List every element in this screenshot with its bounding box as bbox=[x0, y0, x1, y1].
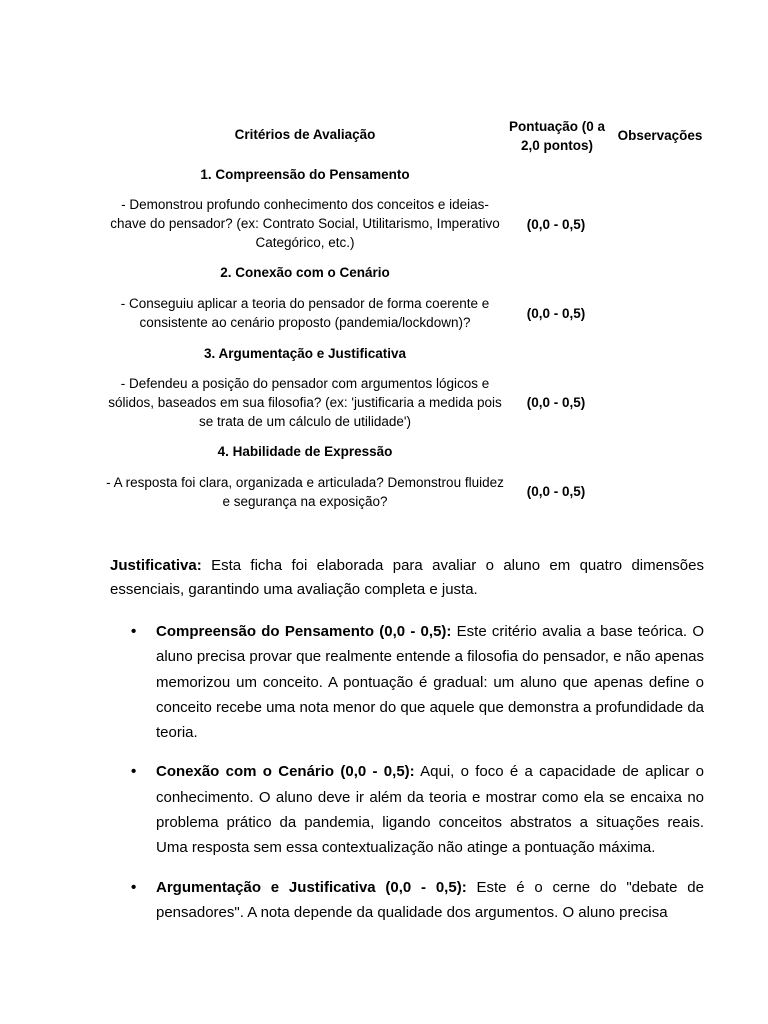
criteria-explanation-list bbox=[110, 619, 704, 939]
criterion-text: - A resposta foi clara, organizada e articulada? Demonstrou fluidez e segurança na exposição? bbox=[106, 475, 504, 509]
list-item-title: Argumentação e Justificativa (0,0 - 0,5): bbox=[156, 878, 467, 896]
justification-label: Justificativa: bbox=[110, 557, 202, 574]
list-item bbox=[110, 759, 704, 860]
criterion-score: (0,0 - 0,5) bbox=[526, 306, 586, 321]
list-item-text: Este é o cerne do "debate de pensadores". A nota depende da qualidade dos argumentos. O aluno precisa bbox=[156, 878, 704, 921]
list-item bbox=[110, 619, 704, 745]
section-title: 2. Conexão com o Cenário bbox=[220, 265, 390, 280]
criterion-score: (0,0 - 0,5) bbox=[526, 217, 586, 232]
criterion-text: - Defendeu a posição do pensador com argumentos lógicos e sólidos, baseados em sua filosofia? (ex: 'justificaria a medida pois se trata de um cálculo de utilidade') bbox=[108, 376, 502, 429]
list-item bbox=[110, 875, 704, 926]
section-title: 1. Compreensão do Pensamento bbox=[200, 167, 410, 182]
header-score: Pontuação (0 a 2,0 pontos) bbox=[508, 119, 606, 153]
justification-text: Esta ficha foi elaborada para avaliar o aluno em quatro dimensões essenciais, garantindo uma avaliação completa e justa. bbox=[110, 557, 704, 598]
criterion-text: - Conseguiu aplicar a teoria do pensador de forma coerente e consistente ao cenário proposto (pandemia/lockdown)? bbox=[120, 296, 490, 330]
list-item-title: Compreensão do Pensamento (0,0 - 0,5): bbox=[156, 623, 452, 640]
criterion-text: - Demonstrou profundo conhecimento dos conceitos e ideias-chave do pensador? (ex: Contrato Social, Utilitarismo, Imperativo Categórico, etc.) bbox=[110, 197, 500, 250]
bullet-icon: • bbox=[131, 878, 137, 896]
criterion-score: (0,0 - 0,5) bbox=[526, 484, 586, 499]
header-criteria: Critérios de Avaliação bbox=[234, 127, 376, 142]
header-notes: Observações bbox=[617, 128, 703, 143]
bullet-icon: • bbox=[131, 623, 137, 640]
section-title: 4. Habilidade de Expressão bbox=[217, 444, 393, 459]
criterion-score: (0,0 - 0,5) bbox=[526, 395, 586, 410]
list-item-text: Aqui, o foco é a capacidade de aplicar o conhecimento. O aluno deve ir além da teoria e mostrar como ela se encaixa no problema prático da pandemia, ligando conceitos abstratos a situações reais. Uma resposta sem essa contextualização não atinge a pontuação máxima. bbox=[156, 763, 704, 857]
list-item-text: Este critério avalia a base teórica. O aluno precisa provar que realmente entende a filosofia do pensador, e não apenas memorizou um conceito. A pontuação é gradual: um aluno que apenas define o conceito recebe uma nota menor do que aquele que demonstra a profundidade da teoria. bbox=[156, 623, 704, 742]
section-title: 3. Argumentação e Justificativa bbox=[203, 346, 407, 361]
list-item-title: Conexão com o Cenário (0,0 - 0,5): bbox=[156, 763, 415, 781]
bullet-icon: • bbox=[131, 763, 137, 781]
justification-paragraph bbox=[110, 554, 704, 602]
